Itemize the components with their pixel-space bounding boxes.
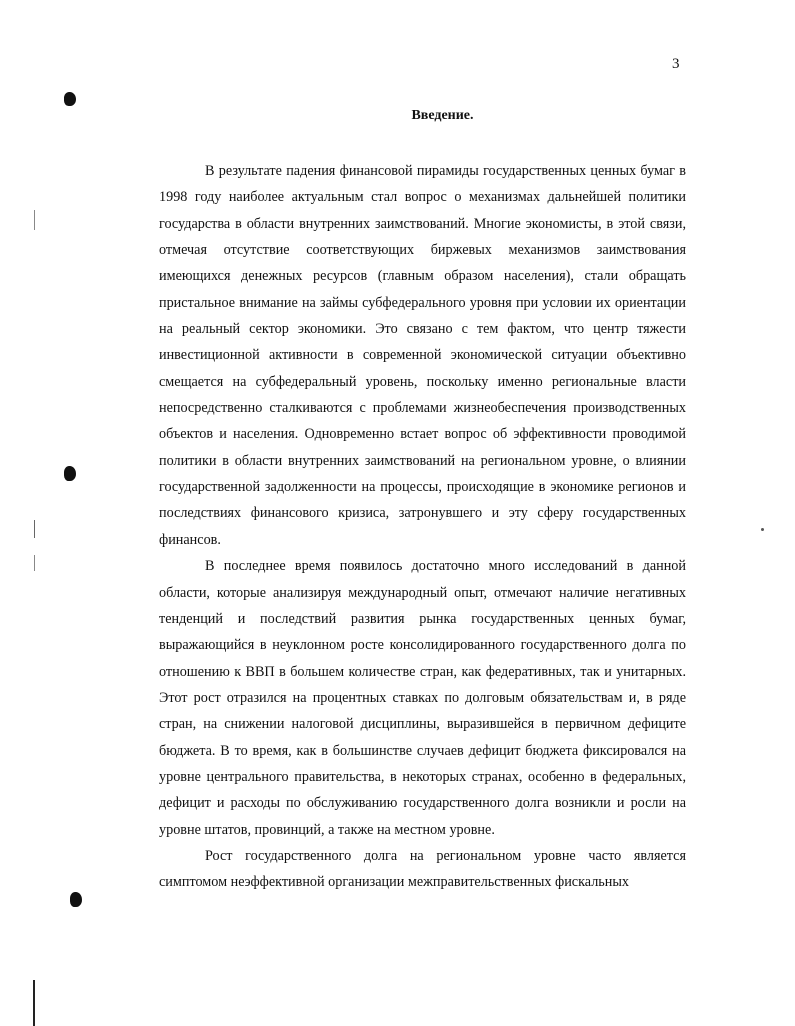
scan-margin-mark [34, 555, 35, 571]
paragraph: В результате падения финансовой пирамиды государственных ценных бумаг в 1998 году наиболее актуальным стал вопрос о механизмах дальнейшей политики государства в области внутренних заимствований. Многие экономисты, в этой связи, отмечая отсутствие соответствующих биржевых механизмов заимствования имеющихся денежных ресурсов (главным образом населения), стали обращать пристальное внимание на займы субфедерального уровня при условии их ориентации на реальный сектор экономики. Это связано с тем фактом, что центр тяжести инвестиционной активности в современной экономической ситуации объективно смещается на субфедеральный уровень, поскольку именно региональные власти непосредственно сталкиваются с проблемами жизнеобеспечения производственных объектов и населения. Одновременно встает вопрос об эффективности проводимой политики в области внутренних заимствований на региональном уровне, о влиянии государственной задолженности на процессы, происходящие в экономике регионов и последствиях финансового кризиса, затронувшего и эту сферу государственных финансов. [159, 163, 686, 548]
punch-hole-mark-bottom [70, 892, 82, 907]
body-text [159, 158, 686, 896]
scan-margin-mark [34, 520, 35, 538]
scan-edge-line [33, 980, 35, 1026]
punch-hole-mark-middle [64, 466, 76, 481]
section-title: Введение. [411, 108, 474, 123]
scan-margin-mark [34, 210, 35, 230]
page-number: 3 [672, 56, 680, 72]
paragraph: В последнее время появилось достаточно много исследований в данной области, которые анализируя международный опыт, отмечают наличие негативных тенденций и последствий развития рынка государственных ценных бумаг, выражающийся в неуклонном росте консолидированного государственного долга по отношению к ВВП в большем количестве стран, как федеративных, так и унитарных. Этот рост отразился на процентных ставках по долговым обязательствам и, в ряде стран, на снижении налоговой дисциплины, выразившейся в первичном дефиците бюджета. В то время, как в большинстве случаев дефицит бюджета фиксировался на уровне центрального правительства, в некоторых странах, особенно в федеральных, дефицит и расходы по обслуживанию государственного долга возникли и росли на уровне штатов, провинций, а также на местном уровне. [159, 558, 686, 838]
punch-hole-mark-top [64, 92, 76, 106]
scan-speck [761, 528, 764, 531]
paragraph: Рост государственного долга на региональном уровне часто является симптомом неэффективной организации межправительственных фискальных [159, 847, 686, 891]
